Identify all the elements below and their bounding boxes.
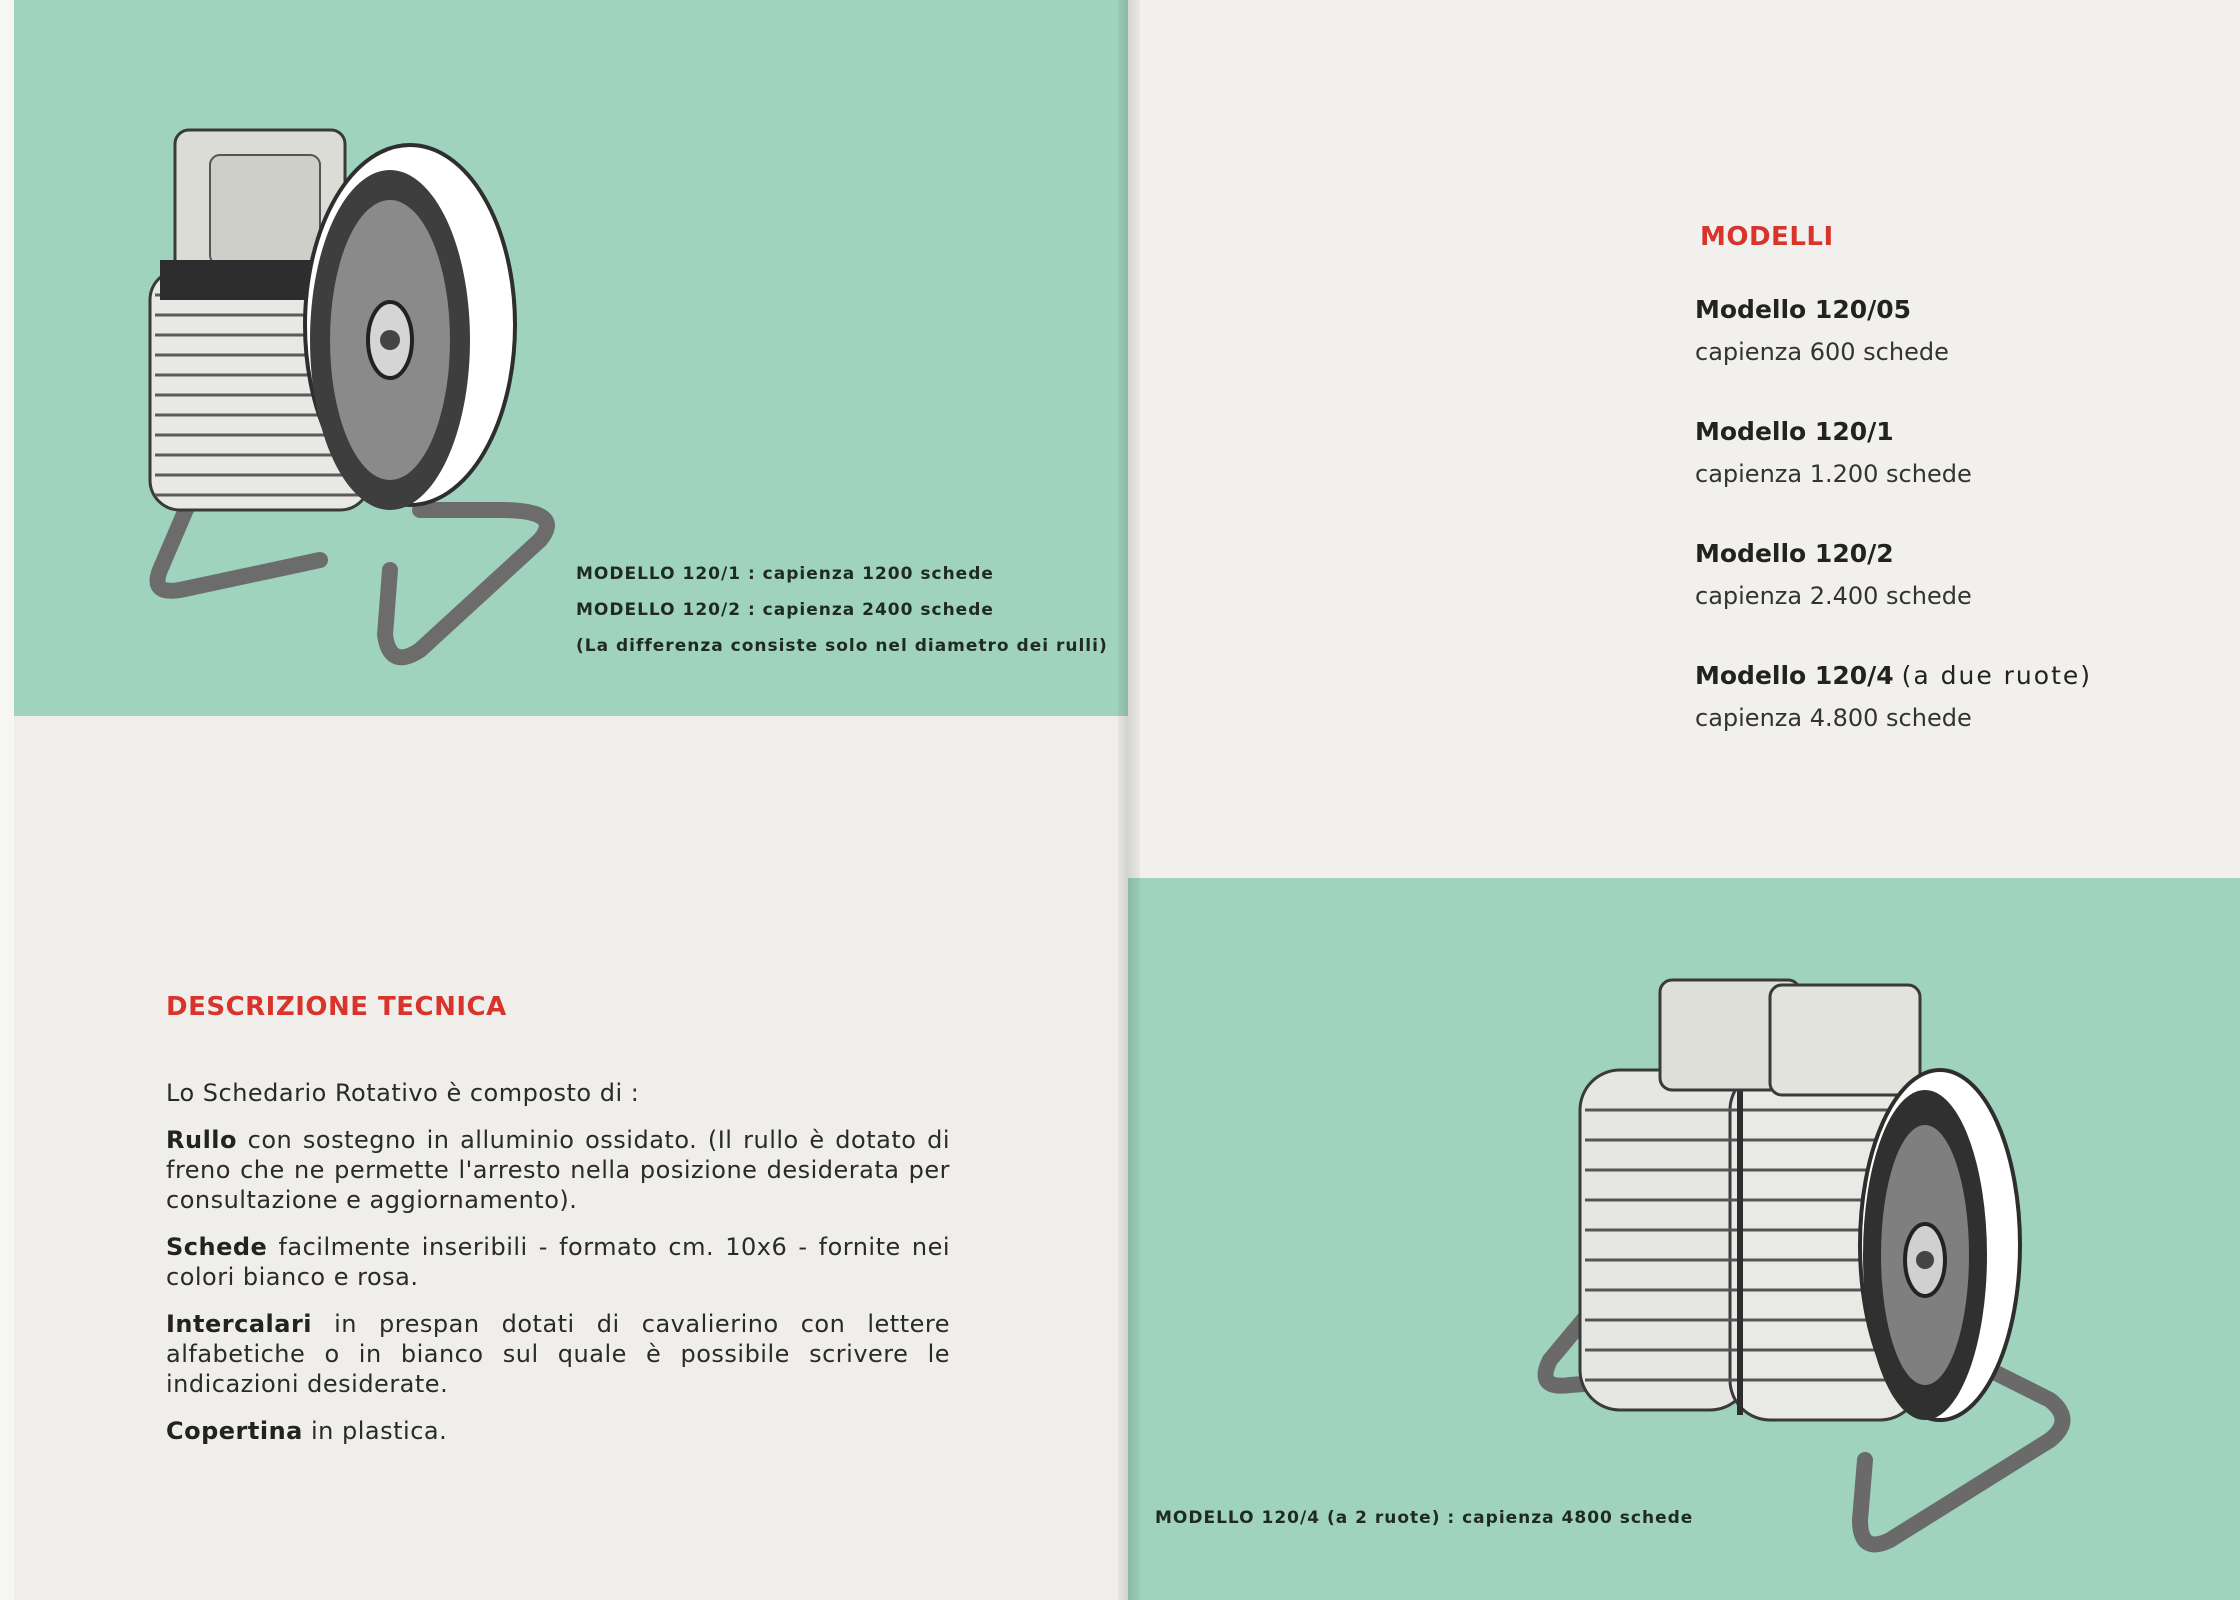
model-entry xyxy=(1695,654,2115,738)
model-capacity: capienza 4.800 schede xyxy=(1695,704,1972,732)
caption-line: MODELLO 120/1 : capienza 1200 schede xyxy=(576,564,994,584)
intro-text: Lo Schedario Rotativo è composto di : xyxy=(166,1079,640,1107)
model-name: Modello 120/2 xyxy=(1695,539,1894,568)
item-term: Intercalari xyxy=(166,1310,313,1338)
item-intercalari xyxy=(166,1309,950,1399)
item-schede xyxy=(166,1232,950,1292)
model-entry xyxy=(1695,410,2115,494)
side-wheel xyxy=(305,145,515,510)
photo-caption-left xyxy=(576,556,1108,664)
item-term: Schede xyxy=(166,1233,268,1261)
technical-description xyxy=(166,1078,950,1463)
model-note: (a due ruote) xyxy=(1901,661,2093,690)
photo-caption-right: MODELLO 120/4 (a 2 ruote) : capienza 4800 schede xyxy=(1155,1508,1694,1528)
models-list xyxy=(1695,288,2115,776)
model-name-row xyxy=(1695,410,2115,454)
model-name-row xyxy=(1695,532,2115,576)
model-name: Modello 120/1 xyxy=(1695,417,1894,446)
caption-line: MODELLO 120/2 : capienza 2400 schede xyxy=(576,600,994,620)
model-name-row xyxy=(1695,288,2115,332)
item-text: in plastica. xyxy=(302,1417,448,1445)
model-capacity: capienza 2.400 schede xyxy=(1695,582,1972,610)
rotary-card-file-120-1-photo xyxy=(120,90,580,690)
item-text: con sostegno in alluminio ossidato. (Il rullo è dotato di freno che ne permette l'arresto nella posizione desiderata per consultazione e aggiornamento). xyxy=(166,1126,950,1214)
models-heading: MODELLI xyxy=(1700,222,1834,252)
item-text: in prespan dotati di cavalierino con lettere alfabetiche o in bianco sul quale è possibile scrivere le indicazioni desiderate. xyxy=(166,1310,950,1398)
model-name-row xyxy=(1695,654,2115,698)
rotary-card-file-120-4-photo xyxy=(1530,960,2090,1560)
technical-description-heading: DESCRIZIONE TECNICA xyxy=(166,992,507,1022)
page-edge xyxy=(0,0,14,1600)
side-wheel xyxy=(1860,1070,2020,1420)
model-capacity: capienza 600 schede xyxy=(1695,338,1949,366)
model-entry xyxy=(1695,532,2115,616)
item-copertina xyxy=(166,1416,950,1446)
book-gutter xyxy=(1118,0,1140,1600)
tube-stand xyxy=(158,500,547,657)
model-name: Modello 120/4 xyxy=(1695,661,1894,690)
model-name: Modello 120/05 xyxy=(1695,295,1912,324)
item-text: facilmente inseribili - formato cm. 10x6 - fornite nei colori bianco e rosa. xyxy=(166,1233,950,1291)
item-term: Copertina xyxy=(166,1417,303,1445)
item-rullo xyxy=(166,1125,950,1215)
model-entry xyxy=(1695,288,2115,372)
caption-line: (La differenza consiste solo nel diametro dei rulli) xyxy=(576,636,1108,656)
model-capacity: capienza 1.200 schede xyxy=(1695,460,1972,488)
item-term: Rullo xyxy=(166,1126,238,1154)
